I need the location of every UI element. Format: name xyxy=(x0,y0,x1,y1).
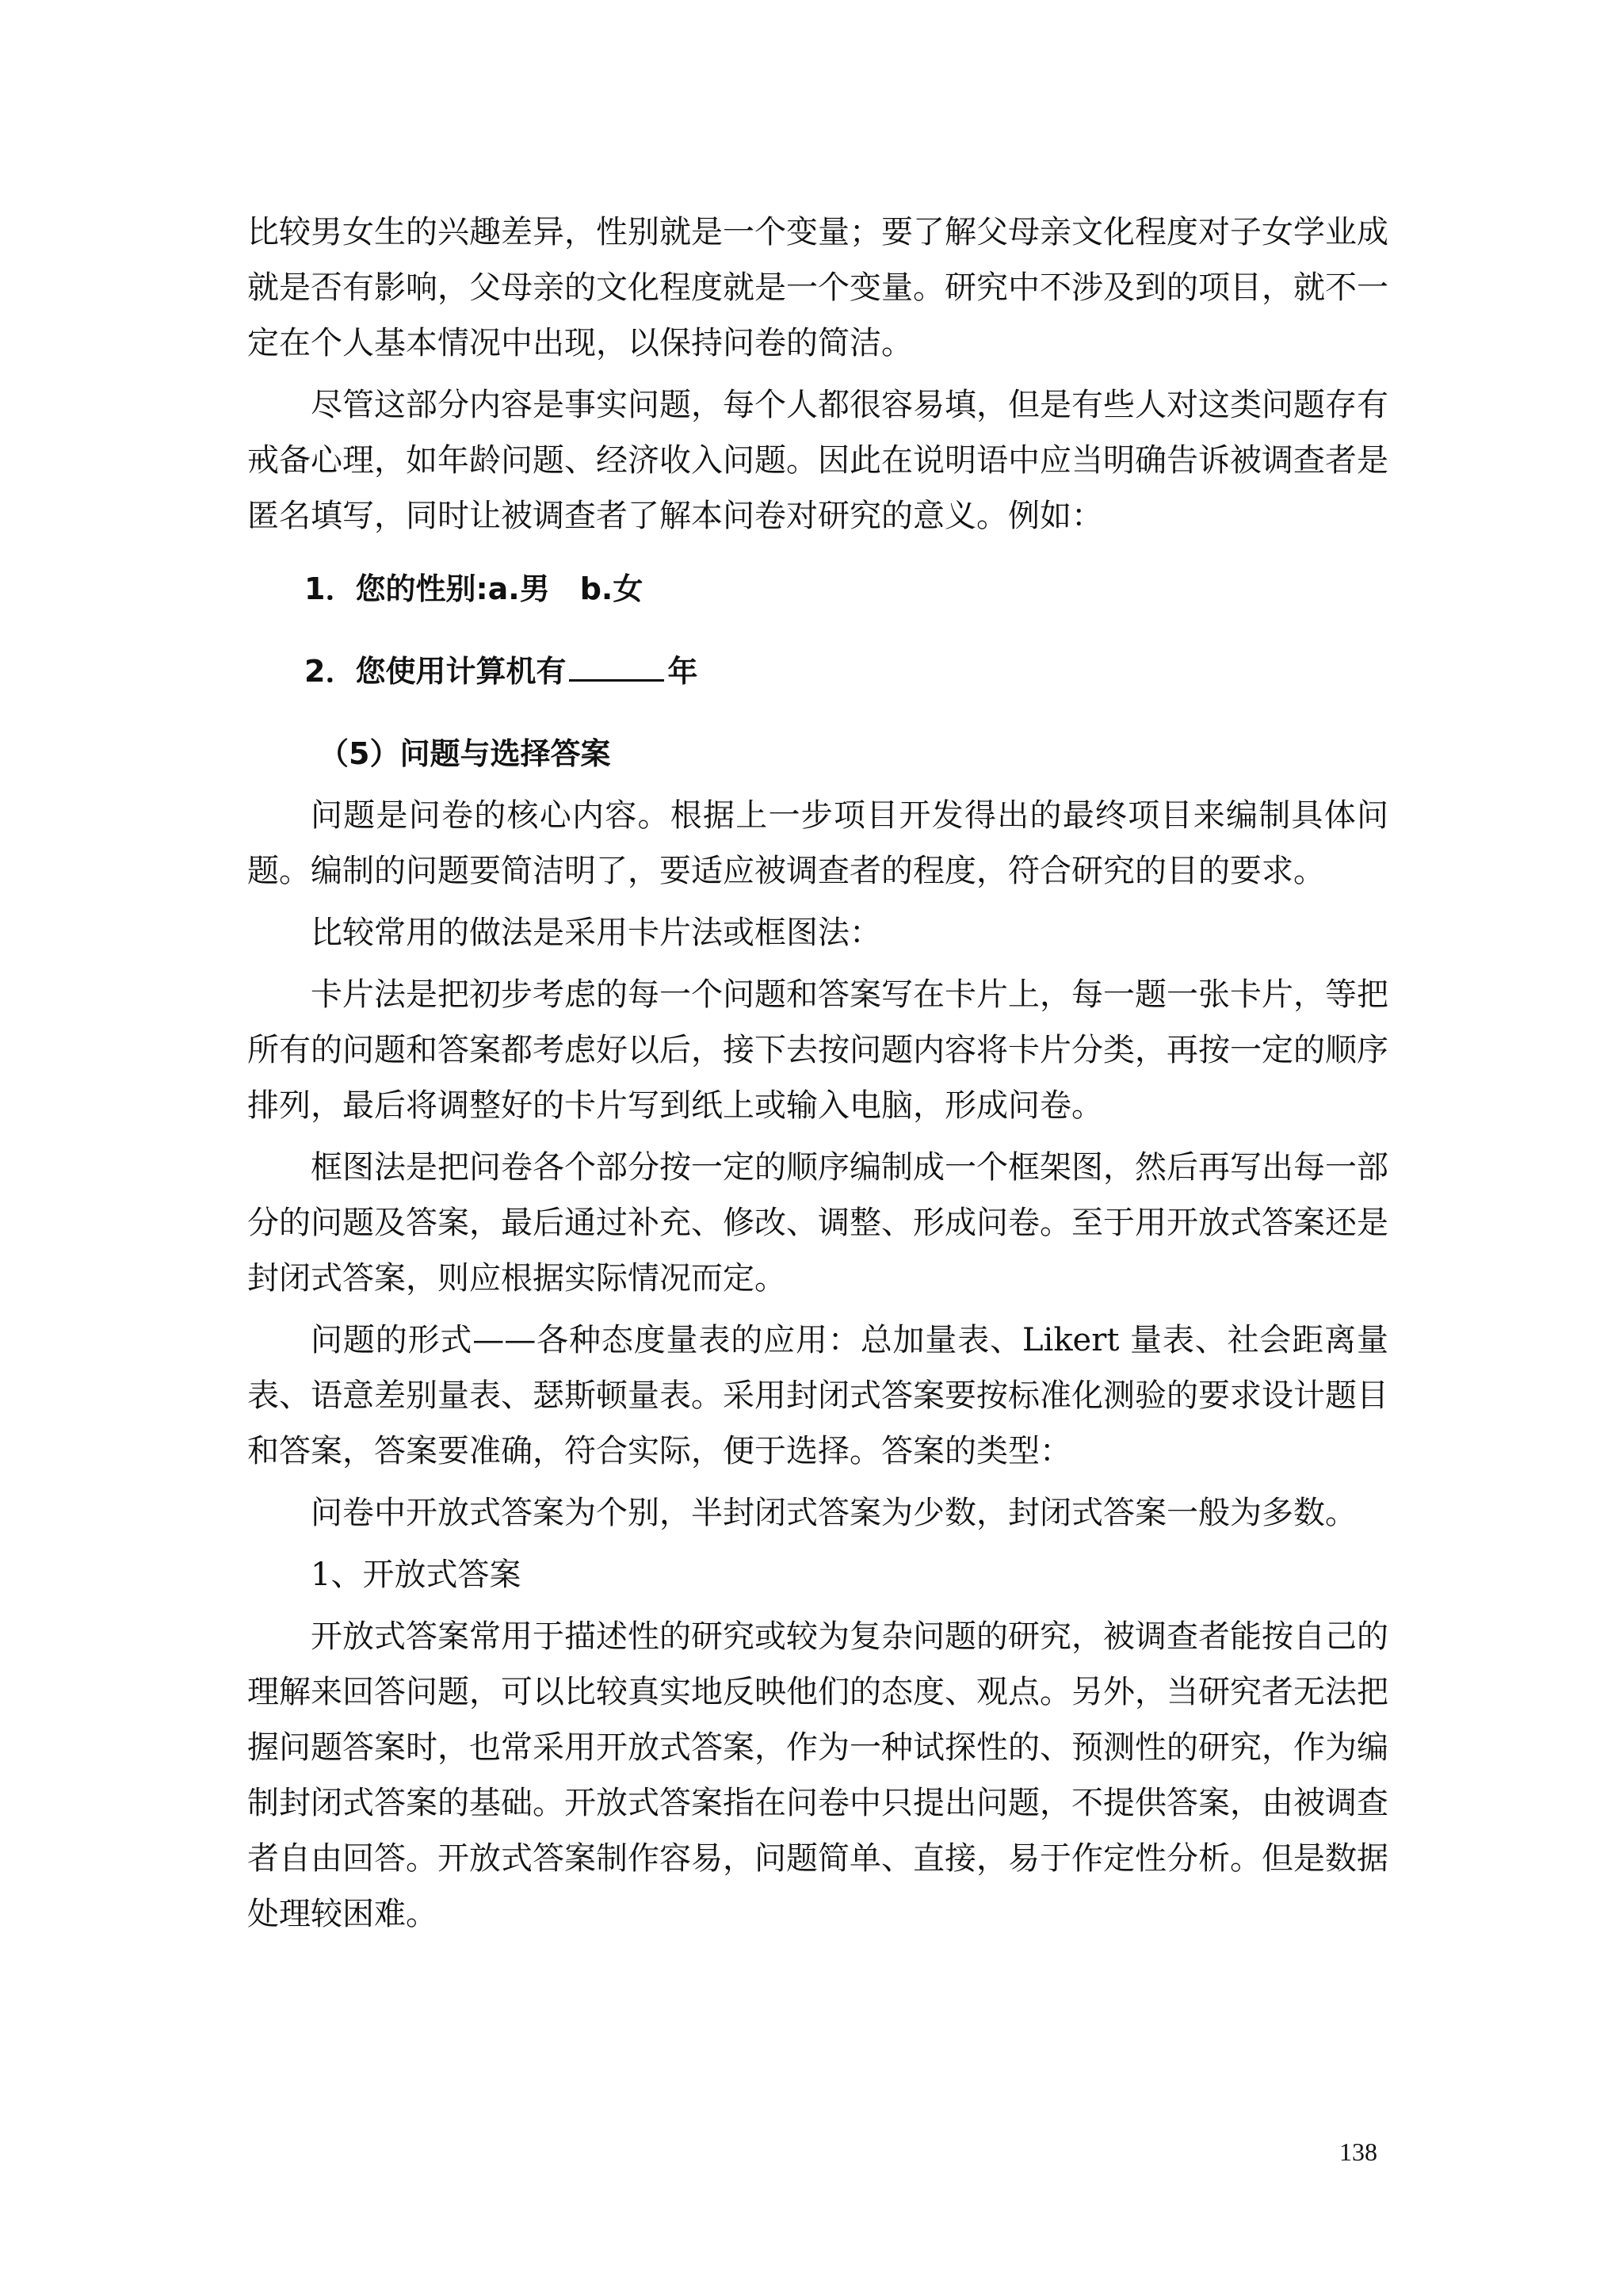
subheading-open-answers: 1、开放式答案 xyxy=(311,1557,521,1593)
paragraph-answer-proportions: 问卷中开放式答案为个别，半封闭式答案为少数，封闭式答案一般为多数。 xyxy=(311,1495,1357,1531)
example-question-computer-years xyxy=(247,644,1388,699)
page-number: 138 xyxy=(1339,2137,1377,2166)
section-heading-5: （5）问题与选择答案 xyxy=(319,736,611,771)
question-text: 2．您使用计算机有 xyxy=(304,654,567,689)
paragraph-variables: 比较男女生的兴趣差异，性别就是一个变量；要了解父母亲文化程度对子女学业成就是否有影响，父母亲的文化程度就是一个变量。研究中不涉及到的项目，就不一定在个人基本情况中出现，以保持问卷的简洁。 xyxy=(247,214,1388,361)
paragraph-common-methods: 比较常用的做法是采用卡片法或框图法： xyxy=(311,915,881,951)
body-text xyxy=(247,204,1388,1948)
paragraph-open-answers: 开放式答案常用于描述性的研究或较为复杂问题的研究，被调查者能按自己的理解来回答问题，可以比较真实地反映他们的态度、观点。另外，当研究者无法把握问题答案时，也常采用开放式答案，作为一种试探性的、预测性的研究，作为编制封闭式答案的基础。开放式答案指在问卷中只提出问题，不提供答案，由被调查者自由回答。开放式答案制作容易，问题简单、直接，易于作定性分析。但是数据处理较困难。 xyxy=(247,1618,1388,1932)
paragraph-core-content: 问题是问卷的核心内容。根据上一步项目开发得出的最终项目来编制具体问题。编制的问题要简洁明了，要适应被调查者的程度，符合研究的目的要求。 xyxy=(247,797,1388,889)
paragraph-card-method: 卡片法是把初步考虑的每一个问题和答案写在卡片上，每一题一张卡片，等把所有的问题和答案都考虑好以后，接下去按问题内容将卡片分类，再按一定的顺序排列，最后将调整好的卡片写到纸上或输入电脑，形成问卷。 xyxy=(247,976,1388,1124)
question-unit: 年 xyxy=(667,654,698,689)
paragraph-fact-questions: 尽管这部分内容是事实问题，每个人都很容易填，但是有些人对这类问题存有戒备心理，如年龄问题、经济收入问题。因此在说明语中应当明确告诉被调查者是匿名填写，同时让被调查者了解本问卷对研究的意义。例如： xyxy=(247,387,1388,534)
paragraph-question-forms: 问题的形式——各种态度量表的应用：总加量表、Likert 量表、社会距离量表、语意差别量表、瑟斯顿量表。采用封闭式答案要按标准化测验的要求设计题目和答案，答案要准确，符合实际，便于选择。答案的类型： xyxy=(247,1322,1388,1469)
answer-blank xyxy=(569,651,664,682)
example-question-gender: 1．您的性别:a.男 b.女 xyxy=(304,571,643,606)
paragraph-frame-method: 框图法是把问卷各个部分按一定的顺序编制成一个框架图，然后再写出每一部分的问题及答案，最后通过补充、修改、调整、形成问卷。至于用开放式答案还是封闭式答案，则应根据实际情况而定。 xyxy=(247,1149,1388,1297)
